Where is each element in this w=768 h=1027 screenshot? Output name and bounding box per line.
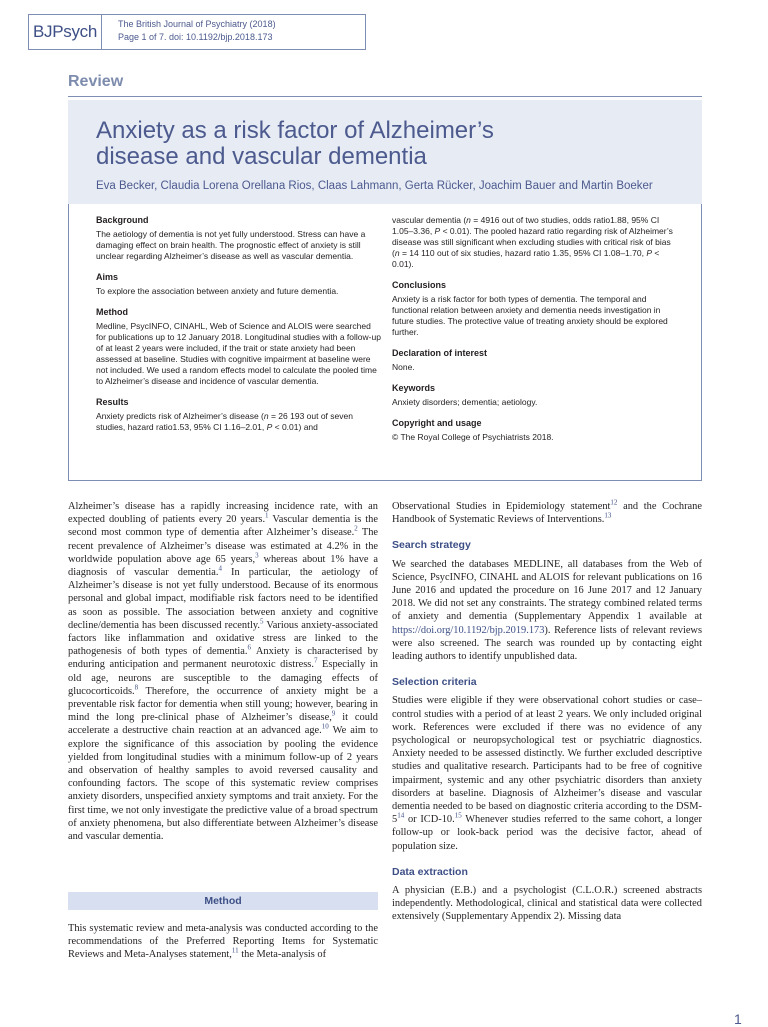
reference-14[interactable]: 14 (397, 811, 405, 820)
aims-text: To explore the association between anxiety and future dementia. (96, 286, 339, 296)
keywords-heading: Keywords (392, 383, 436, 393)
abstract-left-column (96, 215, 382, 443)
journal-header (28, 14, 366, 50)
reference-15[interactable]: 15 (454, 811, 462, 820)
search-strategy-paragraph: We searched the databases MEDLINE, all databases from the Web of Science, PsycINFO, CINAHL and ALOIS for relevant publications on 16 June 2016 and updated the procedure on 16 June 2017 and 12 January 2018. We did not set any constraints. The strategy combined related terms of anxiety and dementia (Supplementary Appendix 1 available at https://doi.org/10.1192/bjp.2019.173). Reference lists of relevant reviews were also screened. The search was rounded up by contacting eight leading authors to identify unpublished data. (392, 558, 702, 663)
reference-1[interactable]: 1 (265, 511, 269, 520)
background-heading: Background (96, 215, 149, 225)
reference-11[interactable]: 11 (231, 946, 239, 955)
reference-13[interactable]: 13 (604, 511, 612, 520)
intro-paragraph: Alzheimer’s disease has a rapidly increasing incidence rate, with an expected doubling of patients every 20 years.$^1$ Vascular dementia is the second most common type of dementia after Alzheimer’s disease.$^2$ The recent prevalence of Alzheimer’s disease was estimated at 4.2% in the worldwide population above age 65 years,$^3$ whereas about 1% have a diagnosis of vascular dementia.$^4$ In particular, the aetiology of Alzheimer’s disease is not yet fully understood. Because of its enormous personal and global impact, modifiable risk factors need to be identified as soon as possible. The association between anxiety and cognitive decline/dementia has been discussed recently.$^5$ Various anxiety-associated factors like inflammation and oxidative stress are linked to the pathogenesis of both types of dementia.$^6$ Anxiety is characterised by enduring anticipation and permanent neurotoxic distress.$^7$ Especially in old age, neurons are susceptible to the damaging effects of glucocorticoids.$^8$ Therefore, the occurrence of anxiety might be a preventable risk factor for dementia when still young; however, bearing in mind the long pre-clinical phase of Alzheimer’s disease,$^9$ it could accelerate a destructive chain reaction at an advanced age.$^{10}$ We aim to explore the significance of this association by pooling the evidence yielded from longitudinal studies with a minimum follow-up of 2 years and observation of healthy samples to avoid reversed causality and confounding factors. The scope of this systematic review comprises anxiety disorders, unspecified anxiety symptoms and trait anxiety. For the first time, we not only investigate the predictive value of a broad spectrum of anxiety phenomena, but also differentiate between Alzheimer’s disease and vascular dementia. (68, 501, 379, 843)
results-text: Anxiety predicts risk of Alzheimer’s disease (n = 26 193 out of seven studies, hazard ratio1.53, 95% CI 1.16–2.01, P < 0.01) and (96, 411, 353, 432)
divider (68, 96, 702, 97)
data-extraction-paragraph: A physician (E.B.) and a psychologist (C.L.O.R.) screened abstracts independently. Methodological, clinical and statistical data were collected extensively (Supplementary Appendix 2). Missing data (392, 885, 702, 923)
body-right-column (392, 500, 702, 924)
body-left-column (68, 500, 378, 843)
search-strategy-heading: Search strategy (392, 539, 471, 552)
article-title: Anxiety as a risk factor of Alzheimer’s disease and vascular dementia (96, 117, 494, 170)
declaration-text: None. (392, 362, 415, 372)
results-text-continued: vascular dementia (n = 4916 out of two studies, odds ratio1.88, 95% CI 1.05–3.36, P < 0.01). The pooled hazard ratio regarding risk of Alzheimer’s disease was still significant when excluding studies with critical risk of bias (n = 14 110 out of six studies, hazard ratio 1.35, 95% CI 1.08–1.70, P < 0.01). (392, 215, 673, 269)
method-heading: Method (96, 307, 128, 317)
journal-name: The British Journal of Psychiatry (2018) (118, 19, 276, 29)
reference-5[interactable]: 5 (260, 617, 264, 626)
conclusions-text: Anxiety is a risk factor for both types of dementia. The temporal and functional relation between anxiety and dementia needs investigation in future studies. The protective value of treating anxiety should be explored further. (392, 294, 668, 337)
conclusions-heading: Conclusions (392, 280, 447, 290)
journal-logo: BJPsych (29, 15, 102, 49)
results-heading: Results (96, 397, 129, 407)
copyright-text: © The Royal College of Psychiatrists 2018. (392, 432, 554, 442)
aims-heading: Aims (96, 272, 119, 282)
background-text: The aetiology of dementia is not yet fully understood. Stress can have a damaging effect on brain health. The prognostic effect of anxiety is still unclear regarding Alzheimer’s disease as well as vascular dementia. (96, 229, 366, 261)
authors: Eva Becker, Claudia Lorena Orellana Rios, Claas Lahmann, Gerta Rücker, Joachim Bauer and Martin Boeker (96, 180, 653, 192)
reference-7[interactable]: 7 (313, 656, 318, 665)
reference-3[interactable]: 3 (255, 551, 259, 560)
reference-4[interactable]: 4 (218, 564, 222, 573)
reference-2[interactable]: 2 (354, 524, 358, 533)
abstract-right-column (392, 215, 678, 453)
supplementary-link[interactable]: https://doi.org/10.1192/bjp.2019.173 (392, 624, 545, 636)
reference-10[interactable]: 10 (321, 722, 329, 731)
journal-info (102, 15, 276, 49)
section-label: Review (68, 73, 124, 90)
method-section-heading: Method (68, 892, 378, 910)
method-text: Medline, PsycINFO, CINAHL, Web of Science and ALOIS were searched for publications up to 12 January 2018. Longitudinal studies with a follow-up of at least 2 years were included, if the trait or state anxiety had been assessed at baseline. Studies with cognitive impairment at baseline were not included. We used a random effects model to calculate the pooled time to Alzheimer’s disease and incidence of vascular dementia. (96, 321, 381, 386)
keywords-text: Anxiety disorders; dementia; aetiology. (392, 397, 538, 407)
selection-criteria-paragraph: Studies were eligible if they were observational cohort studies or case–control studies with a period of at least 2 years. We only included original work. References were excluded if there was no evidence of any psychological or neuropsychological test or psychiatric diagnostics. Anxiety needed to be assessed distinctly. We further excluded descriptive studies and qualitative research. Participants had to be free of cognitive impairment, systemic and any other psychiatric disorders than anxiety disorders at baseline. Diagnosis of Alzheimer’s disease and vascular dementia needed to be based on diagnostic criteria according to the DSM-$5^{14}$ or ICD-10.15 Whenever studies referred to the same cohort, a longer follow-up or look-back period was the decisive factor, ahead of population size. (392, 695, 702, 852)
reference-9[interactable]: 9 (331, 709, 336, 718)
page-info: Page 1 of 7. doi: 10.1192/bjp.2018.173 (118, 31, 273, 42)
reference-8[interactable]: 8 (134, 683, 139, 692)
method-paragraph-column (68, 922, 378, 962)
declaration-heading: Declaration of interest (392, 348, 488, 358)
copyright-heading: Copyright and usage (392, 418, 482, 428)
data-extraction-heading: Data extraction (392, 865, 468, 878)
reference-12[interactable]: 12 (610, 498, 618, 507)
method-paragraph: This systematic review and meta-analysis was conducted according to the recommendations of the Preferred Reporting Items for Systematic Reviews and Meta-Analyses statement,$^{11}$ the Meta-analysis of (68, 923, 378, 961)
selection-criteria-heading: Selection criteria (392, 676, 477, 689)
page-number: 1 (734, 1011, 742, 1027)
reference-6[interactable]: 6 (247, 643, 252, 652)
method-continued-paragraph: Observational Studies in Epidemiology statement$^{12}$ and the Cochrane Handbook of Systematic Reviews of Interventions.$^{13}$ (392, 498, 702, 526)
